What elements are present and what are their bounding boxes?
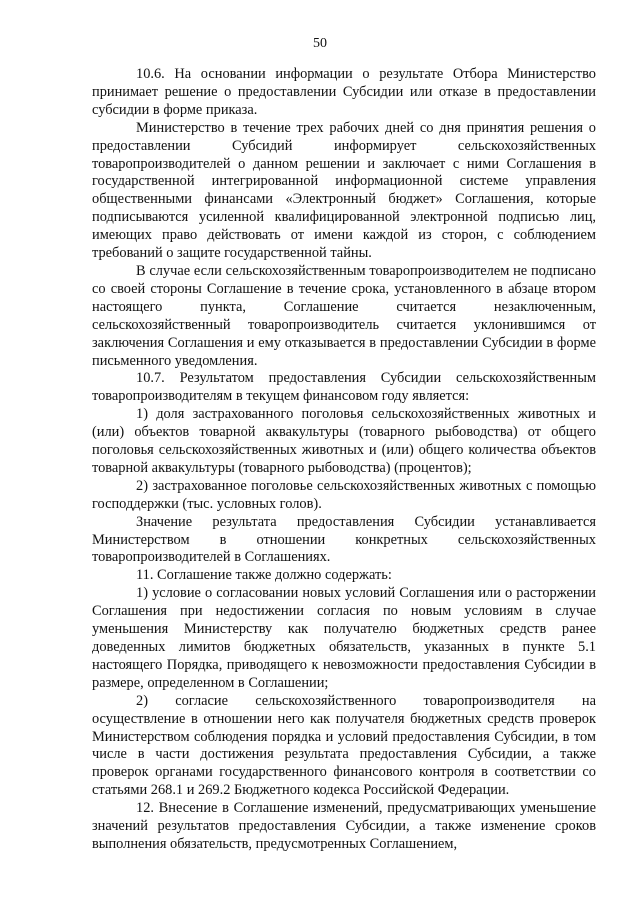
list-item-result-1: 1) доля застрахованного поголовья сельскохозяйственных животных и (или) объектов товарной аквакультуры (товарного рыбоводства) от общего поголовья сельскохозяйственных животных и (или) общего количества объектов товарной аквакультуры (товарного рыбоводства) (процентов); <box>92 406 596 476</box>
paragraph-result-value: Значение результата предоставления Субсидии устанавливается Министерством в отношении конкретных сельскохозяйственных товаропроизводителей в Соглашениях. <box>92 513 596 566</box>
document-body <box>92 66 596 854</box>
page-number: 50 <box>313 36 327 51</box>
paragraph-11: 11. Соглашение также должно содержать: <box>136 567 392 584</box>
paragraph-unsigned-agreement: В случае если сельскохозяйственным товаропроизводителем не подписано со своей стороны Соглашение в течение срока, установленного в абзаце втором настоящего пункта, Соглашение считается незаключенным, сельскохозяйственный товаропроизводитель считается уклонившимся от заключения Соглашения и ему отказывается в предоставлении Субсидии в форме письменного уведомления. <box>92 262 596 369</box>
list-item-condition-2: 2) согласие сельскохозяйственного товаропроизводителя на осуществление в отношении него как получателя бюджетных средств проверок Министерством соблюдения порядка и условий предоставления Субсидии, в том числе в части достижения результата предоставления Субсидии, а также проверок органами государственного финансового контроля в соответствии со статьями 268.1 и 269.2 Бюджетного кодекса Российской Федерации. <box>92 692 596 799</box>
paragraph-ministry-informs: Министерство в течение трех рабочих дней со дня принятия решения о предоставлении Субсидий информирует сельскохозяйственных товаропроизводителей о данном решении и заключает с ними Соглашения в государственной интегрированной информационной системе управления общественными финансами «Электронный бюджет» Соглашения, которые подписываются усиленной квалифицированной электронной подписью лиц, имеющих право действовать от имени каждой из сторон, с соблюдением требований о защите государственной тайны. <box>92 119 596 262</box>
paragraph-10-6: 10.6. На основании информации о результате Отбора Министерство принимает решение о предоставлении Субсидии или отказе в предоставлении субсидии в форме приказа. <box>92 66 596 118</box>
paragraph-12: 12. Внесение в Соглашение изменений, предусматривающих уменьшение значений результатов предоставления Субсидии, а также изменение сроков выполнения обязательств, предусмотренных Соглашением, <box>92 800 596 852</box>
list-item-result-2: 2) застрахованное поголовье сельскохозяйственных животных с помощью господдержки (тыс. условных голов). <box>92 477 596 512</box>
paragraph-10-7: 10.7. Результатом предоставления Субсидии сельскохозяйственным товаропроизводителям в текущем финансовом году является: <box>92 370 596 405</box>
list-item-condition-1: 1) условие о согласовании новых условий Соглашения или о расторжении Соглашения при недостижении согласия по новым условиям в случае уменьшения Министерству как получателю бюджетных средств ранее доведенных лимитов бюджетных обязательств, указанных в пункте 5.1 настоящего Порядка, приводящего к невозможности предоставления Субсидии в размере, определенном в Соглашении; <box>92 585 596 691</box>
